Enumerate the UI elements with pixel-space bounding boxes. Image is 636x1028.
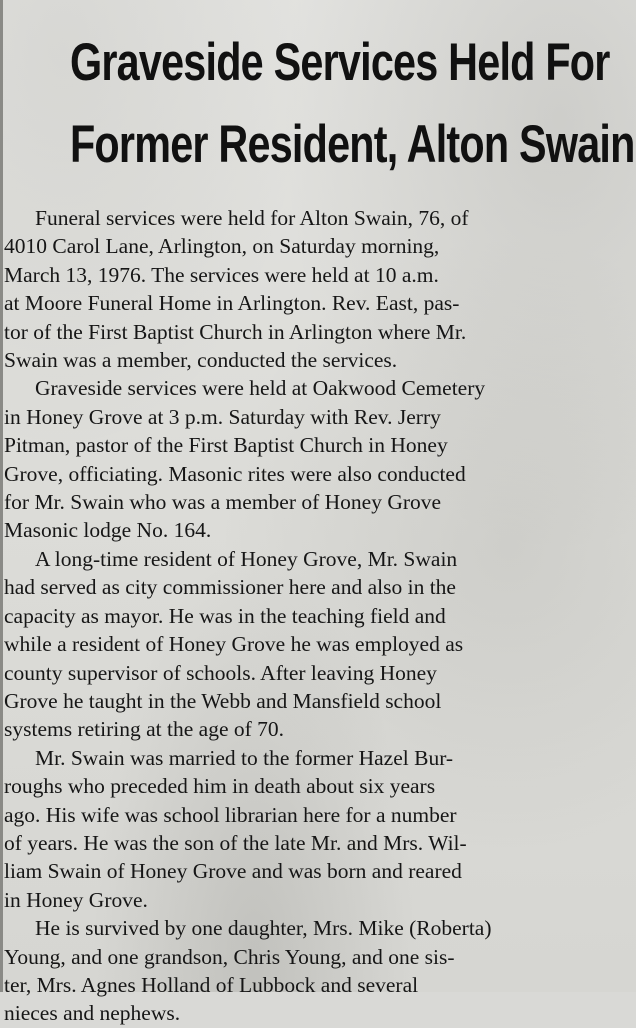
story-line: liam Swain of Honey Grove and was born and reared <box>4 859 462 884</box>
story-line: systems retiring at the age of 70. <box>4 717 285 742</box>
headline-line-1: Graveside Services Held For <box>69 33 610 92</box>
story-line: roughs who preceded him in death about six years <box>4 774 436 799</box>
story-line: Funeral services were held for Alton Swain, 76, of <box>35 206 469 230</box>
story-line: tor of the First Baptist Church in Arlington where Mr. <box>4 319 467 344</box>
headline <box>69 22 635 186</box>
clipping-edge <box>0 0 3 992</box>
story-line: ago. His wife was school librarian here for a number <box>4 802 457 827</box>
story-line: ter, Mrs. Agnes Holland of Lubbock and several <box>4 972 419 997</box>
story-line: 4010 Carol Lane, Arlington, on Saturday morning, <box>4 234 440 259</box>
story-line: Masonic lodge No. 164. <box>4 518 212 543</box>
story-line: He is survived by one daughter, Mrs. Mike (Roberta) <box>35 916 492 941</box>
story-line: Swain was a member, conducted the services. <box>4 348 398 373</box>
story-line: A long-time resident of Honey Grove, Mr. Swain <box>35 546 458 571</box>
story-line: county supervisor of schools. After leaving Honey <box>4 660 437 685</box>
story-line: while a resident of Honey Grove he was employed as <box>4 632 464 657</box>
story-line: Pitman, pastor of the First Baptist Church in Honey <box>4 433 448 458</box>
headline-line-2: Former Resident, Alton Swain <box>69 115 635 174</box>
story-line: in Honey Grove. <box>4 887 148 912</box>
story-line: for Mr. Swain who was a member of Honey Grove <box>4 490 442 515</box>
story-line: Mr. Swain was married to the former Hazel Bur- <box>35 745 454 770</box>
article-body <box>4 204 634 1026</box>
story-line: nieces and nephews. <box>4 1001 181 1026</box>
story-line: capacity as mayor. He was in the teaching field and <box>4 603 446 628</box>
story-line: in Honey Grove at 3 p.m. Saturday with Rev. Jerry <box>4 404 441 429</box>
story-line: Grove he taught in the Webb and Mansfield school <box>4 688 442 713</box>
story-line: of years. He was the son of the late Mr. and Mrs. Wil- <box>4 830 467 855</box>
story-line: Young, and one grandson, Chris Young, and one sis- <box>4 944 455 969</box>
story-line: Grove, officiating. Masonic rites were also conducted <box>4 461 466 486</box>
story-line: March 13, 1976. The services were held at 10 a.m. <box>4 262 439 287</box>
story-line: had served as city commissioner here and also in the <box>4 575 456 600</box>
story-line: Graveside services were held at Oakwood Cemetery <box>35 376 486 401</box>
story-line: at Moore Funeral Home in Arlington. Rev. East, pas- <box>4 291 460 316</box>
